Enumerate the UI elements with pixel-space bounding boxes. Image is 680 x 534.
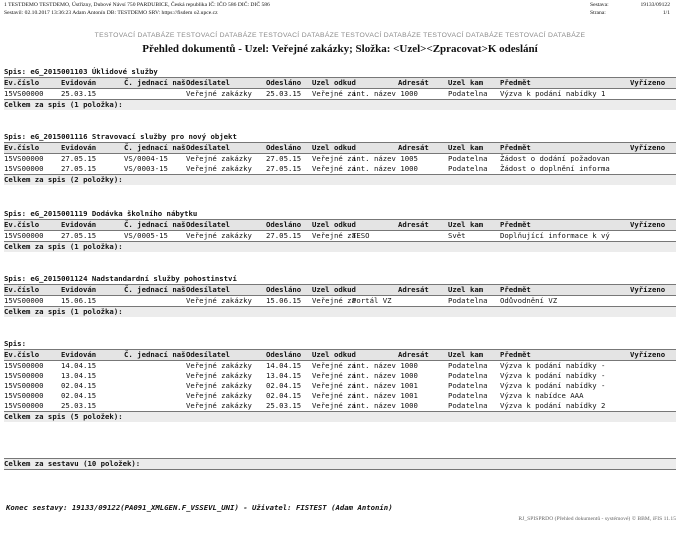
cell-uzel-odkud: Veřejné za bbox=[312, 361, 356, 370]
cell-predmet: Žádost o dodání požadovan bbox=[500, 154, 610, 163]
cell-odeslano: 02.04.15 bbox=[266, 391, 302, 400]
section bbox=[4, 208, 676, 252]
section-total: Celkem za spis (1 položka): bbox=[4, 306, 676, 317]
col-adresat: Adresát bbox=[398, 350, 429, 359]
section bbox=[4, 66, 676, 110]
cell-evidovan: 25.03.15 bbox=[61, 89, 97, 98]
col-predmet: Předmět bbox=[500, 143, 531, 152]
col-jednaci: Č. jednací naš bbox=[124, 220, 186, 229]
cell-evidovan: 02.04.15 bbox=[61, 391, 97, 400]
col-predmet: Předmět bbox=[500, 350, 531, 359]
column-header-row bbox=[4, 219, 676, 231]
cell-odesilatel: Veřejné zakázky bbox=[186, 361, 252, 370]
cell-odesilatel: Veřejné zakázky bbox=[186, 164, 252, 173]
cell-predmet: Výzva k podání nabídky - bbox=[500, 381, 606, 390]
column-header-row bbox=[4, 284, 676, 296]
report-number: 19133/09122 bbox=[640, 2, 670, 8]
col-ev-cislo: Ev.číslo bbox=[4, 350, 40, 359]
cell-evidovan: 25.03.15 bbox=[61, 401, 97, 410]
table-row bbox=[4, 154, 676, 164]
cell-uzel-odkud: Veřejné za bbox=[312, 371, 356, 380]
cell-ev-cislo: 15VS00000 bbox=[4, 391, 44, 400]
cell-uzel-kam: Svět bbox=[448, 231, 466, 240]
cell-adresat: int. název 1001 bbox=[352, 381, 418, 390]
col-odesilatel: Odesílatel bbox=[186, 285, 230, 294]
cell-uzel-kam: Podatelna bbox=[448, 381, 488, 390]
cell-odeslano: 25.03.15 bbox=[266, 89, 302, 98]
col-odeslano: Odesláno bbox=[266, 350, 302, 359]
col-uzel-kam: Uzel kam bbox=[448, 143, 484, 152]
cell-ev-cislo: 15VS00000 bbox=[4, 371, 44, 380]
col-uzel-kam: Uzel kam bbox=[448, 78, 484, 87]
cell-uzel-odkud: Veřejné za bbox=[312, 164, 356, 173]
cell-uzel-kam: Podatelna bbox=[448, 371, 488, 380]
col-uzel-kam: Uzel kam bbox=[448, 220, 484, 229]
report-title: Přehled dokumentů - Uzel: Veřejné zakázky; Složka: <Uzel><Zpracovat>K odeslání bbox=[142, 43, 538, 55]
cell-predmet: Výzva k podání nabídky - bbox=[500, 361, 606, 370]
col-predmet: Předmět bbox=[500, 78, 531, 87]
cell-uzel-odkud: Veřejné za bbox=[312, 89, 356, 98]
cell-odesilatel: Veřejné zakázky bbox=[186, 371, 252, 380]
cell-ev-cislo: 15VS00000 bbox=[4, 89, 44, 98]
section-title: Spis: bbox=[4, 339, 26, 348]
col-uzel-odkud: Uzel odkud bbox=[312, 350, 356, 359]
cell-evidovan: 27.05.15 bbox=[61, 231, 97, 240]
cell-ev-cislo: 15VS00000 bbox=[4, 164, 44, 173]
report-label: Sestava: bbox=[590, 2, 609, 8]
column-header-row bbox=[4, 349, 676, 361]
cell-odeslano: 14.04.15 bbox=[266, 361, 302, 370]
section bbox=[4, 131, 676, 185]
col-vyrizeno: Vyřízeno bbox=[630, 78, 666, 87]
column-header-row bbox=[4, 77, 676, 89]
cell-odeslano: 13.04.15 bbox=[266, 371, 302, 380]
organization-info: 1 TESTDEMO TESTDEMO, Ústřízny, Dubové Návsí 750 PARDUBICE, Česká republika IČ: IČO 586 DIČ: DIČ 586 bbox=[4, 2, 270, 8]
col-uzel-kam: Uzel kam bbox=[448, 350, 484, 359]
col-evidovan: Evidován bbox=[61, 78, 97, 87]
col-uzel-odkud: Uzel odkud bbox=[312, 285, 356, 294]
cell-adresat: int. název 1000 bbox=[352, 361, 418, 370]
col-adresat: Adresát bbox=[398, 143, 429, 152]
page-number: 1/1 bbox=[662, 10, 670, 16]
table-row bbox=[4, 231, 676, 241]
cell-evidovan: 27.05.15 bbox=[61, 164, 97, 173]
table-row bbox=[4, 89, 676, 99]
col-vyrizeno: Vyřízeno bbox=[630, 220, 666, 229]
cell-uzel-kam: Podatelna bbox=[448, 391, 488, 400]
col-adresat: Adresát bbox=[398, 220, 429, 229]
cell-evidovan: 27.05.15 bbox=[61, 154, 97, 163]
cell-odesilatel: Veřejné zakázky bbox=[186, 296, 252, 305]
table-row bbox=[4, 371, 676, 381]
section-title: Spis: eG_2015001116 Stravovací služby pro nový objekt bbox=[4, 132, 237, 141]
cell-predmet: Doplňující informace k vý bbox=[500, 231, 610, 240]
cell-predmet: Žádost o doplnění informa bbox=[500, 164, 610, 173]
cell-uzel-odkud: Veřejné za bbox=[312, 154, 356, 163]
col-predmet: Předmět bbox=[500, 285, 531, 294]
col-uzel-odkud: Uzel odkud bbox=[312, 143, 356, 152]
cell-uzel-kam: Podatelna bbox=[448, 361, 488, 370]
col-adresat: Adresát bbox=[398, 285, 429, 294]
cell-odesilatel: Veřejné zakázky bbox=[186, 231, 252, 240]
cell-odeslano: 15.06.15 bbox=[266, 296, 302, 305]
col-jednaci: Č. jednací naš bbox=[124, 285, 186, 294]
col-ev-cislo: Ev.číslo bbox=[4, 220, 40, 229]
col-jednaci: Č. jednací naš bbox=[124, 350, 186, 359]
section-total: Celkem za spis (2 položky): bbox=[4, 174, 676, 185]
col-odeslano: Odesláno bbox=[266, 78, 302, 87]
cell-odeslano: 27.05.15 bbox=[266, 154, 302, 163]
table-row bbox=[4, 391, 676, 401]
section-total: Celkem za spis (1 položka): bbox=[4, 99, 676, 110]
col-adresat: Adresát bbox=[398, 78, 429, 87]
cell-uzel-kam: Podatelna bbox=[448, 401, 488, 410]
col-odeslano: Odesláno bbox=[266, 285, 302, 294]
cell-adresat: Portál VZ bbox=[352, 296, 392, 305]
col-ev-cislo: Ev.číslo bbox=[4, 143, 40, 152]
cell-predmet: Odůvodnění VZ bbox=[500, 296, 558, 305]
cell-uzel-kam: Podatelna bbox=[448, 296, 488, 305]
cell-adresat: int. název 1000 bbox=[352, 89, 418, 98]
cell-adresat: int. název 1000 bbox=[352, 401, 418, 410]
col-odesilatel: Odesílatel bbox=[186, 350, 230, 359]
section bbox=[4, 273, 676, 317]
col-evidovan: Evidován bbox=[61, 143, 97, 152]
col-ev-cislo: Ev.číslo bbox=[4, 78, 40, 87]
cell-uzel-kam: Podatelna bbox=[448, 164, 488, 173]
cell-odeslano: 27.05.15 bbox=[266, 231, 302, 240]
col-vyrizeno: Vyřízeno bbox=[630, 350, 666, 359]
col-odesilatel: Odesílatel bbox=[186, 143, 230, 152]
test-database-watermark: TESTOVACÍ DATABÁZE TESTOVACÍ DATABÁZE TESTOVACÍ DATABÁZE TESTOVACÍ DATABÁZE TESTOVACÍ DATABÁZE TESTOVACÍ DATABÁZE bbox=[94, 32, 586, 39]
col-odeslano: Odesláno bbox=[266, 220, 302, 229]
cell-odeslano: 25.03.15 bbox=[266, 401, 302, 410]
cell-ev-cislo: 15VS00000 bbox=[4, 381, 44, 390]
col-uzel-odkud: Uzel odkud bbox=[312, 220, 356, 229]
col-predmet: Předmět bbox=[500, 220, 531, 229]
col-vyrizeno: Vyřízeno bbox=[630, 285, 666, 294]
cell-evidovan: 15.06.15 bbox=[61, 296, 97, 305]
cell-uzel-odkud: Veřejné za bbox=[312, 401, 356, 410]
col-jednaci: Č. jednací naš bbox=[124, 143, 186, 152]
cell-uzel-odkud: Veřejné za bbox=[312, 391, 356, 400]
cell-uzel-odkud: Veřejné za bbox=[312, 381, 356, 390]
cell-evidovan: 13.04.15 bbox=[61, 371, 97, 380]
cell-ev-cislo: 15VS00000 bbox=[4, 361, 44, 370]
col-vyrizeno: Vyřízeno bbox=[630, 143, 666, 152]
cell-uzel-kam: Podatelna bbox=[448, 154, 488, 163]
section bbox=[4, 338, 676, 422]
table-row bbox=[4, 296, 676, 306]
table-row bbox=[4, 361, 676, 371]
col-odeslano: Odesláno bbox=[266, 143, 302, 152]
cell-uzel-kam: Podatelna bbox=[448, 89, 488, 98]
col-jednaci: Č. jednací naš bbox=[124, 78, 186, 87]
col-ev-cislo: Ev.číslo bbox=[4, 285, 40, 294]
cell-jednaci: VS/0004-15 bbox=[124, 154, 168, 163]
cell-odeslano: 02.04.15 bbox=[266, 381, 302, 390]
cell-predmet: Výzva k podání nabídky 2 bbox=[500, 401, 606, 410]
col-evidovan: Evidován bbox=[61, 285, 97, 294]
cell-adresat: int. název 1000 bbox=[352, 371, 418, 380]
cell-predmet: Výzva k nabídce AAA bbox=[500, 391, 584, 400]
cell-evidovan: 02.04.15 bbox=[61, 381, 97, 390]
cell-adresat: int. název 1000 bbox=[352, 164, 418, 173]
cell-predmet: Výzva k podání nabídky 1 bbox=[500, 89, 606, 98]
col-uzel-kam: Uzel kam bbox=[448, 285, 484, 294]
section-title: Spis: eG_2015001119 Dodávka školního nábytku bbox=[4, 209, 198, 218]
cell-odesilatel: Veřejné zakázky bbox=[186, 89, 252, 98]
grand-total: Celkem za sestavu (10 položek): bbox=[4, 458, 676, 470]
cell-ev-cislo: 15VS00000 bbox=[4, 296, 44, 305]
cell-odesilatel: Veřejné zakázky bbox=[186, 401, 252, 410]
cell-odeslano: 27.05.15 bbox=[266, 164, 302, 173]
cell-jednaci: VS/0003-15 bbox=[124, 164, 168, 173]
table-row bbox=[4, 401, 676, 411]
cell-adresat: int. název 1005 bbox=[352, 154, 418, 163]
table-row bbox=[4, 164, 676, 174]
cell-uzel-odkud: Veřejné za bbox=[312, 296, 356, 305]
column-header-row bbox=[4, 142, 676, 154]
section-total: Celkem za spis (1 položka): bbox=[4, 241, 676, 252]
cell-jednaci: VS/0005-15 bbox=[124, 231, 168, 240]
section-total: Celkem za spis (5 položek): bbox=[4, 411, 676, 422]
col-evidovan: Evidován bbox=[61, 220, 97, 229]
report-end-line: Konec sestavy: 19133/09122(PA091_XMLGEN.F_VSSEVL_UNI) - Uživatel: FISTEST (Adam Antonín) bbox=[6, 503, 393, 512]
cell-ev-cislo: 15VS00000 bbox=[4, 231, 44, 240]
section-title: Spis: eG_2015001103 Úklidové služby bbox=[4, 67, 158, 76]
compiled-info: Sestavil: 02.10.2017 13:36:23 Adam Antonín DB: TESTDEMO SRV: https://fisdem o2.upce.cz bbox=[4, 10, 218, 16]
cell-uzel-odkud: Veřejné za bbox=[312, 231, 356, 240]
col-uzel-odkud: Uzel odkud bbox=[312, 78, 356, 87]
table-row bbox=[4, 381, 676, 391]
col-odesilatel: Odesílatel bbox=[186, 78, 230, 87]
page-label: Strana: bbox=[590, 10, 606, 16]
cell-ev-cislo: 15VS00000 bbox=[4, 154, 44, 163]
cell-odesilatel: Veřejné zakázky bbox=[186, 391, 252, 400]
col-evidovan: Evidován bbox=[61, 350, 97, 359]
col-odesilatel: Odesílatel bbox=[186, 220, 230, 229]
report-footer-info: RJ_SPISPRDO (Přehled dokumentů - systémové) © BBM, iFIS 11.15 bbox=[518, 516, 676, 522]
cell-adresat: TESO bbox=[352, 231, 370, 240]
cell-ev-cislo: 15VS00000 bbox=[4, 401, 44, 410]
cell-predmet: Výzva k podání nabídky - bbox=[500, 371, 606, 380]
cell-odesilatel: Veřejné zakázky bbox=[186, 154, 252, 163]
cell-adresat: int. název 1001 bbox=[352, 391, 418, 400]
section-title: Spis: eG_2015001124 Nadstandardní služby pohostinství bbox=[4, 274, 237, 283]
cell-evidovan: 14.04.15 bbox=[61, 361, 97, 370]
cell-odesilatel: Veřejné zakázky bbox=[186, 381, 252, 390]
